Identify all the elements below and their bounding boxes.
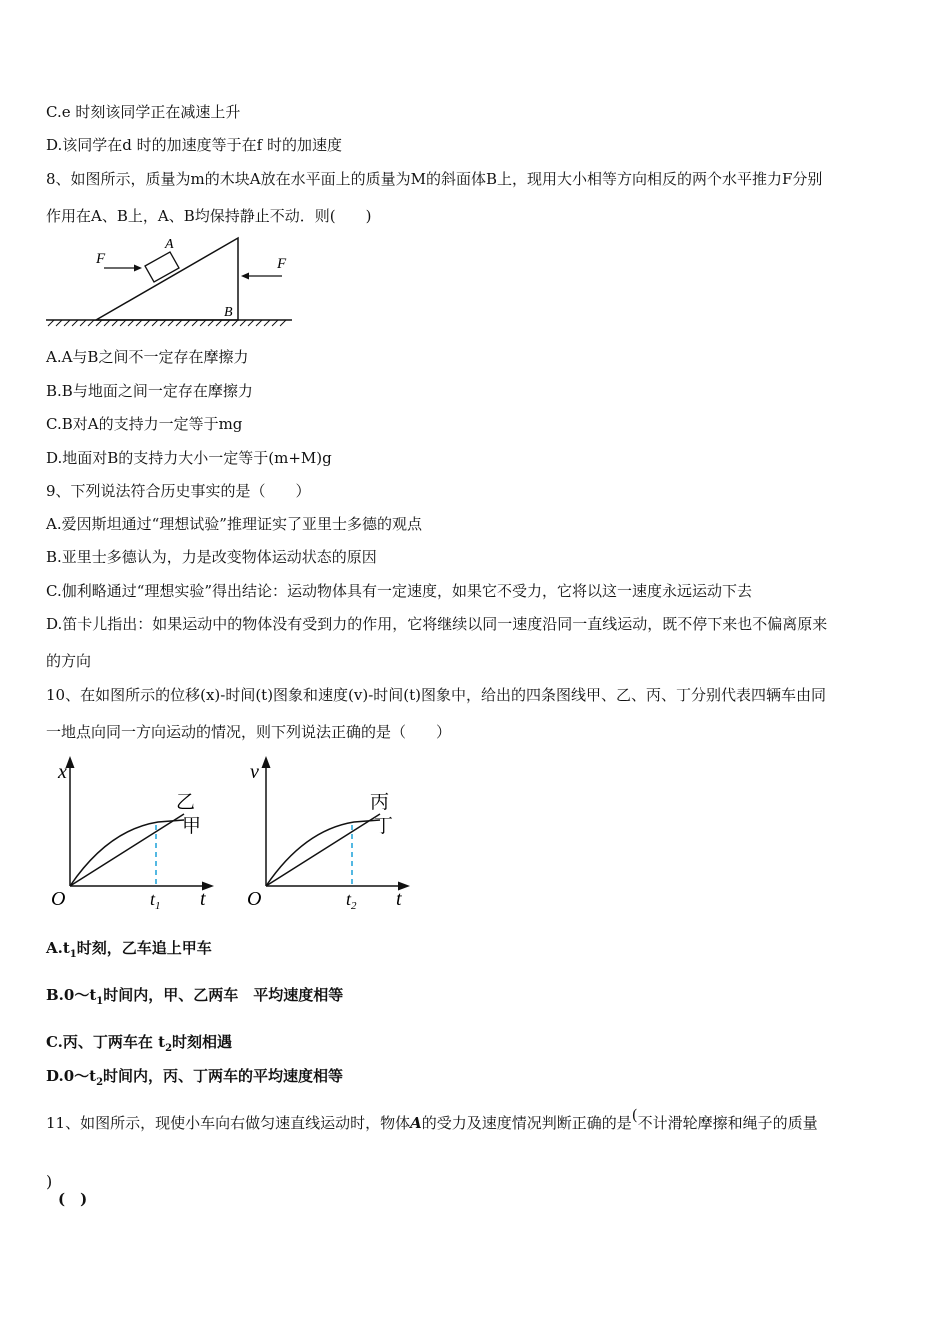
q9-option-b: B.亚里士多德认为，力是改变物体运动状态的原因 <box>46 548 377 566</box>
origin-label: O <box>247 888 262 910</box>
label-f-left: F <box>96 251 106 267</box>
axis-label-t: t <box>396 888 402 910</box>
label-bing: 丙 <box>370 792 390 813</box>
block-a <box>145 252 179 282</box>
q7-option-c: C.e 时刻该同学正在减速上升 <box>46 103 241 121</box>
q8-option-d: D.地面对B的支持力大小一定等于(m+M)g <box>46 449 332 467</box>
q11-answer-blank: ( ) <box>58 1190 88 1208</box>
label-a: A <box>165 237 174 252</box>
q10-option-d: $D.0\sim t_2$时间内，丙、丁两车的平均速度相等 <box>46 1067 344 1088</box>
axis-label-v: v <box>250 761 259 783</box>
origin-label: O <box>51 888 66 910</box>
label-yi: 乙 <box>176 792 196 813</box>
q10-vt-graph <box>240 752 420 916</box>
q8-incline-figure <box>44 232 296 332</box>
q9-option-a: A.爱因斯坦通过“理想试验”推理证实了亚里士多德的观点 <box>46 515 422 533</box>
q9-option-d-line1: D.笛卡儿指出：如果运动中的物体没有受到力的作用，它将继续以同一速度沿同一直线运动，既不停下来也不偏离原来 <box>46 615 828 633</box>
q8-option-c: C.B对A的支持力一定等于mg <box>46 415 243 433</box>
q9-option-d-line2: 的方向 <box>46 652 92 670</box>
axis-label-t: t <box>200 888 206 910</box>
q10-option-c: C.丙、丁两车在 $t_2$时刻相遇 <box>46 1033 233 1054</box>
curve-bing <box>266 814 380 886</box>
q7-option-d: D.该同学在d 时的加速度等于在f 时的加速度 <box>46 136 342 154</box>
tick-label-t1: $t_1$ <box>150 889 161 912</box>
q11-stem: 11、如图所示，现使小车向右做匀速直线运动时，物体A的受力及速度情况判断正确的是(不计滑轮摩擦和绳子的质量 <box>46 1106 818 1132</box>
q9-stem: 9、下列说法符合历史事实的是（ ） <box>46 482 311 500</box>
q10-option-b: $B.0\sim t_1$时间内，甲、乙两车 平均速度相等 <box>46 986 344 1007</box>
tick-label-t2: $t_2$ <box>346 889 357 912</box>
q10-xt-graph <box>44 752 224 916</box>
q10-stem-line2: 一地点向同一方向运动的情况，则下列说法正确的是（ ） <box>46 723 452 741</box>
q10-stem-line1: 10、在如图所示的位移(x)-时间(t)图象和速度(v)-时间(t)图象中，给出的四条图线甲、乙、丙、丁分别代表四辆车由同 <box>46 686 827 704</box>
label-b: B <box>224 305 233 320</box>
q9-option-c: C.伽利略通过“理想实验”得出结论：运动物体具有一定速度，如果它不受力，它将以这一速度永远运动下去 <box>46 582 753 600</box>
q8-option-b: B.B与地面之间一定存在摩擦力 <box>46 382 253 400</box>
q10-option-a: $A.t_1$时刻，乙车追上甲车 <box>46 939 212 960</box>
label-f-right: F <box>277 256 287 272</box>
curve-yi <box>70 820 184 886</box>
q8-stem-line1: 8、如图所示，质量为m的木块A放在水平面上的质量为M的斜面体B上，现用大小相等方向相反的两个水平推力F分别 <box>46 170 823 188</box>
q8-option-a: A.A与B之间不一定存在摩擦力 <box>46 348 249 366</box>
label-jia: 甲 <box>182 816 202 837</box>
q8-stem-line2: 作用在A、B上，A、B均保持静止不动．则( ) <box>46 207 372 225</box>
curve-ding <box>266 820 380 886</box>
label-ding: 丁 <box>374 816 394 837</box>
axis-label-x: x <box>58 761 67 783</box>
curve-jia <box>70 814 184 886</box>
q11-close-paren: ) <box>46 1172 53 1191</box>
ground-hatching <box>48 320 286 326</box>
